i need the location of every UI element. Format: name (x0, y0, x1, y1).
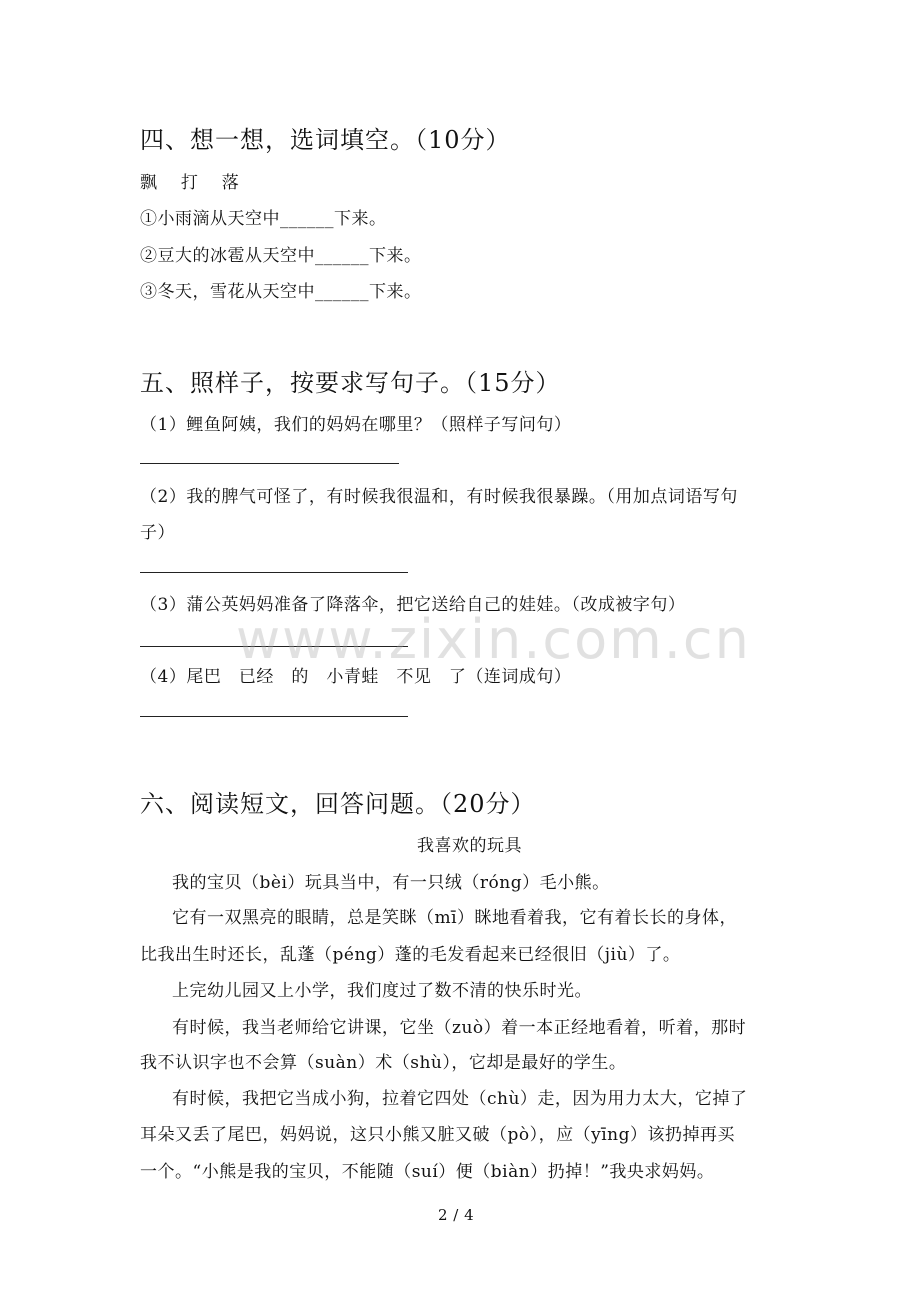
fill-item-3: ③冬天，雪花从天空中______下来。 (140, 282, 422, 302)
passage-line: 比我出生时还长，乱蓬（péng）蓬的毛发看起来已经很旧（jiù）了。 (140, 945, 681, 965)
section-4-heading: 四、想一想，选词填空。（10分） (140, 126, 511, 154)
passage-line: 我的宝贝（bèi）玩具当中，有一只绒（róng）毛小熊。 (172, 873, 610, 893)
word-bank: 飘 打 落 (140, 173, 240, 193)
passage-line: 有时候，我把它当成小狗，拉着它四处（chù）走，因为用力太大，它掉了 (172, 1089, 748, 1109)
passage-title: 我喜欢的玩具 (417, 836, 522, 856)
question-4: （4）尾巴 已经 的 小青蛙 不见 了（连词成句） (140, 667, 572, 687)
section-5-heading: 五、照样子，按要求写句子。（15分） (140, 369, 561, 397)
passage-line: 我不认识字也不会算（suàn）术（shù），它却是最好的学生。 (140, 1053, 627, 1073)
passage-line: 上完幼儿园又上小学，我们度过了数不清的快乐时光。 (172, 981, 592, 1001)
watermark: www.zixin.com.cn (236, 608, 751, 671)
question-2-line-2: 子） (140, 523, 175, 543)
answer-line-2[interactable] (140, 572, 408, 573)
question-3: （3）蒲公英妈妈准备了降落伞，把它送给自己的娃娃。（改成被字句） (140, 595, 686, 615)
section-6-heading: 六、阅读短文，回答问题。（20分） (140, 790, 536, 818)
passage-line: 有时候，我当老师给它讲课，它坐（zuò）着一本正经地看着，听着，那时 (172, 1018, 747, 1038)
fill-item-2: ②豆大的冰雹从天空中______下来。 (140, 246, 422, 266)
question-2-line-1: （2）我的脾气可怪了，有时候我很温和，有时候我很暴躁。（用加点词语写句 (140, 487, 738, 507)
answer-line-1[interactable] (140, 463, 399, 464)
fill-item-1: ①小雨滴从天空中______下来。 (140, 209, 387, 229)
answer-line-4[interactable] (140, 716, 408, 717)
passage-line: 一个。“小熊是我的宝贝，不能随（suí）便（biàn）扔掉！”我央求妈妈。 (140, 1162, 715, 1182)
passage-line: 耳朵又丢了尾巴，妈妈说，这只小熊又脏又破（pò），应（yīng）该扔掉再买 (140, 1125, 735, 1145)
page-number: 2 / 4 (438, 1206, 475, 1224)
passage-line: 它有一双黑亮的眼睛，总是笑眯（mī）眯地看着我，它有着长长的身体， (172, 908, 738, 928)
question-1: （1）鲤鱼阿姨，我们的妈妈在哪里？（照样子写问句） (140, 415, 572, 435)
